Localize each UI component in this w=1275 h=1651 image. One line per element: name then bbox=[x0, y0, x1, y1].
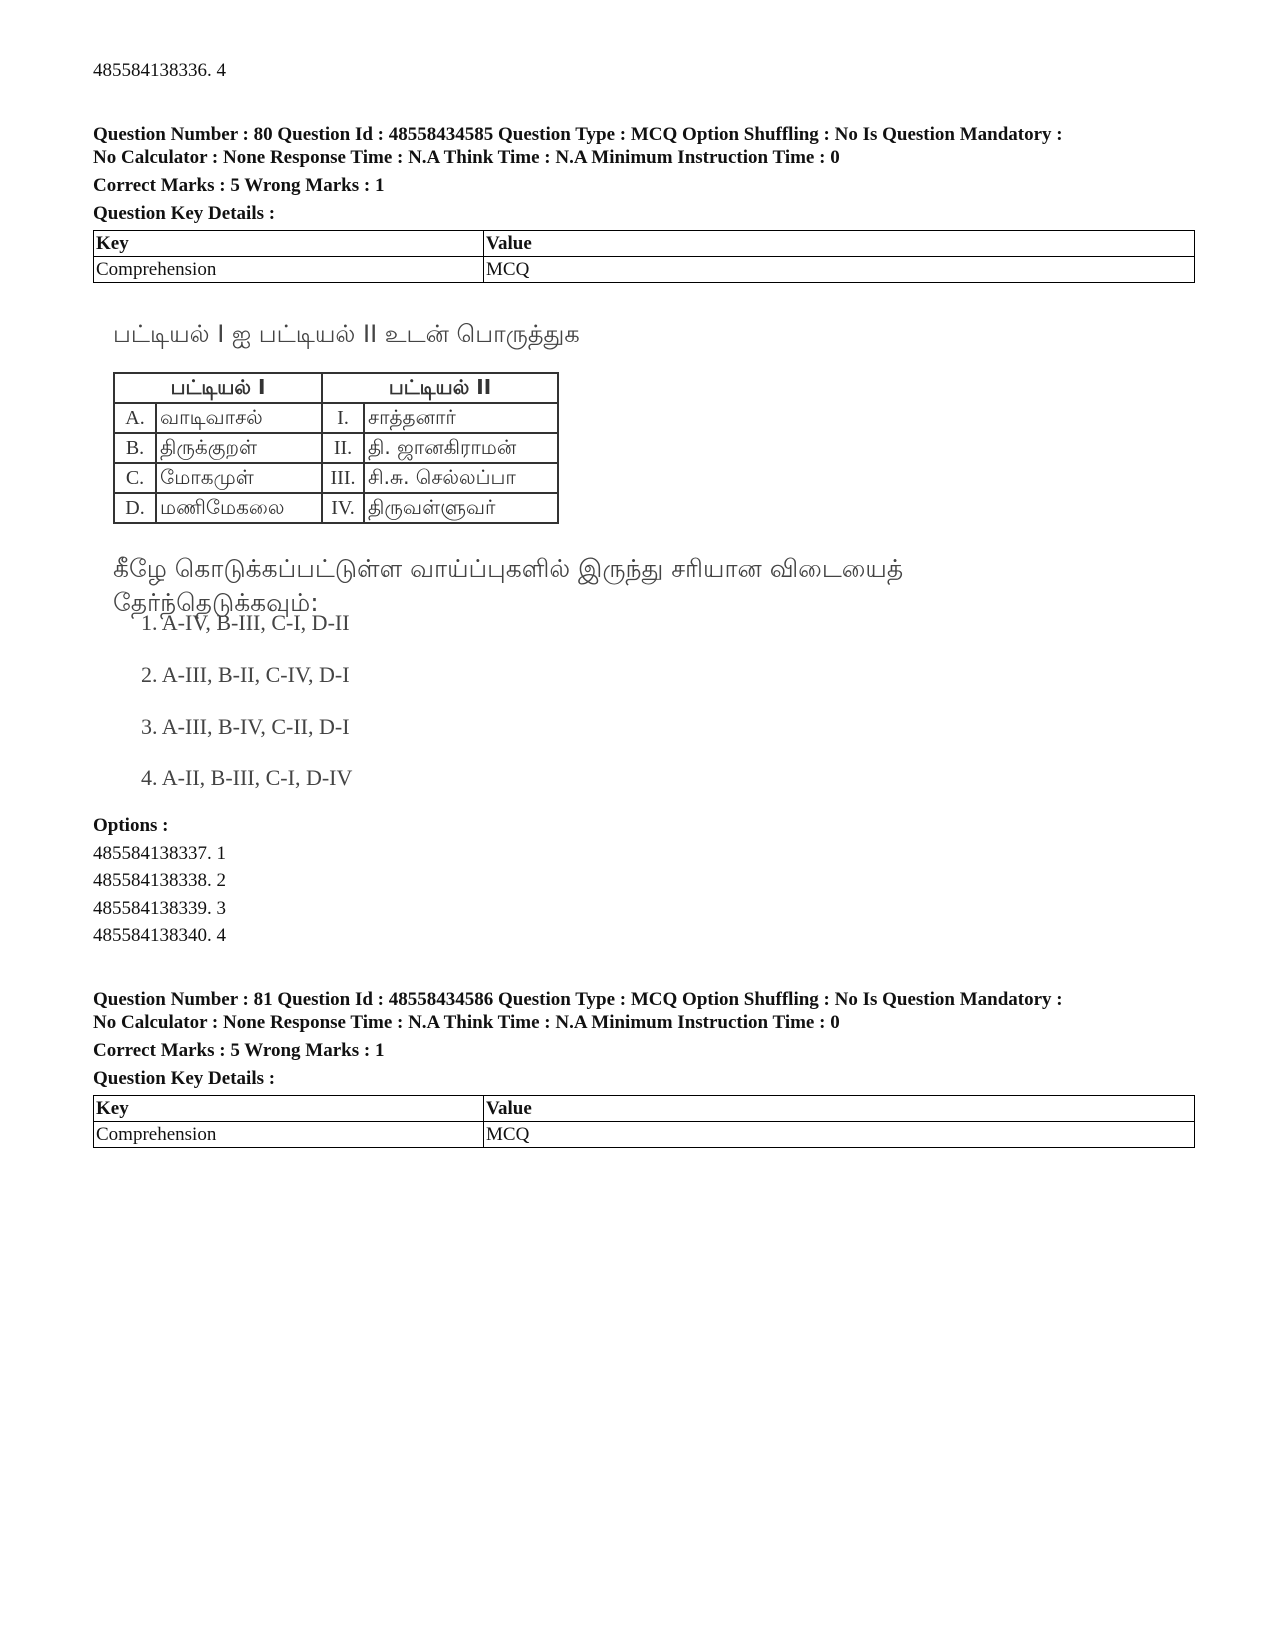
q80-meta-line-2: No Calculator : None Response Time : N.A Think Time : N.A Minimum Instruction Time : 0 bbox=[93, 147, 840, 168]
key-header: Key bbox=[94, 1096, 484, 1122]
list-2-item: சாத்தனார் bbox=[364, 403, 558, 433]
previous-option-line: 485584138336. 4 bbox=[93, 60, 226, 81]
value-header: Value bbox=[484, 1096, 1195, 1122]
list-2-item: சி.சு. செல்லப்பா bbox=[364, 463, 558, 493]
value-cell: MCQ bbox=[484, 1122, 1195, 1148]
row-number: IV. bbox=[322, 493, 364, 523]
row-label: C. bbox=[114, 463, 156, 493]
q81-meta-line-1: Question Number : 81 Question Id : 48558434586 Question Type : MCQ Option Shuffling : No Is Question Mandatory : bbox=[93, 989, 1063, 1010]
answer-choice-2: 2. A-III, B-II, C-IV, D-I bbox=[141, 662, 350, 687]
key-cell: Comprehension bbox=[94, 1122, 484, 1148]
option-item: 485584138339. 3 bbox=[93, 898, 226, 919]
options-label: Options : bbox=[93, 815, 169, 836]
option-item: 485584138337. 1 bbox=[93, 843, 226, 864]
q81-key-table bbox=[93, 1095, 1195, 1148]
row-number: III. bbox=[322, 463, 364, 493]
answer-choice-4: 4. A-II, B-III, C-I, D-IV bbox=[141, 765, 353, 790]
list-1-item: மணிமேகலை bbox=[156, 493, 322, 523]
row-number: II. bbox=[322, 433, 364, 463]
q81-key-details-label: Question Key Details : bbox=[93, 1068, 276, 1089]
value-cell: MCQ bbox=[484, 257, 1195, 283]
key-header: Key bbox=[94, 231, 484, 257]
row-label: B. bbox=[114, 433, 156, 463]
row-label: A. bbox=[114, 403, 156, 433]
list-1-item: திருக்குறள் bbox=[156, 433, 322, 463]
q80-key-details-label: Question Key Details : bbox=[93, 203, 276, 224]
option-item: 485584138340. 4 bbox=[93, 925, 226, 946]
q81-marks: Correct Marks : 5 Wrong Marks : 1 bbox=[93, 1040, 385, 1061]
instruction-line-1: கீழே கொடுக்கப்பட்டுள்ள வாய்ப்புகளில் இருந்து சரியான விடையைத் bbox=[113, 554, 904, 583]
row-number: I. bbox=[322, 403, 364, 433]
answer-choice-1: 1. A-IV, B-III, C-I, D-II bbox=[141, 610, 350, 635]
option-item: 485584138338. 2 bbox=[93, 870, 226, 891]
match-table bbox=[113, 372, 559, 524]
list-1-item: மோகமுள் bbox=[156, 463, 322, 493]
value-header: Value bbox=[484, 231, 1195, 257]
list-1-header: பட்டியல் I bbox=[114, 373, 322, 403]
key-cell: Comprehension bbox=[94, 257, 484, 283]
list-2-item: தி. ஜானகிராமன் bbox=[364, 433, 558, 463]
q80-meta-line-1: Question Number : 80 Question Id : 48558434585 Question Type : MCQ Option Shuffling : No Is Question Mandatory : bbox=[93, 124, 1063, 145]
question-title: பட்டியல் I ஐ பட்டியல் II உடன் பொருத்துக bbox=[113, 320, 580, 348]
q80-marks: Correct Marks : 5 Wrong Marks : 1 bbox=[93, 175, 385, 196]
instruction-line-2: தேர்ந்தெடுக்கவும்: bbox=[113, 588, 319, 617]
list-1-item: வாடிவாசல் bbox=[156, 403, 322, 433]
list-2-header: பட்டியல் II bbox=[322, 373, 558, 403]
list-2-item: திருவள்ளுவர் bbox=[364, 493, 558, 523]
answer-choice-3: 3. A-III, B-IV, C-II, D-I bbox=[141, 714, 350, 739]
row-label: D. bbox=[114, 493, 156, 523]
q81-meta-line-2: No Calculator : None Response Time : N.A Think Time : N.A Minimum Instruction Time : 0 bbox=[93, 1012, 840, 1033]
q80-key-table bbox=[93, 230, 1195, 283]
question-image bbox=[93, 310, 1013, 845]
